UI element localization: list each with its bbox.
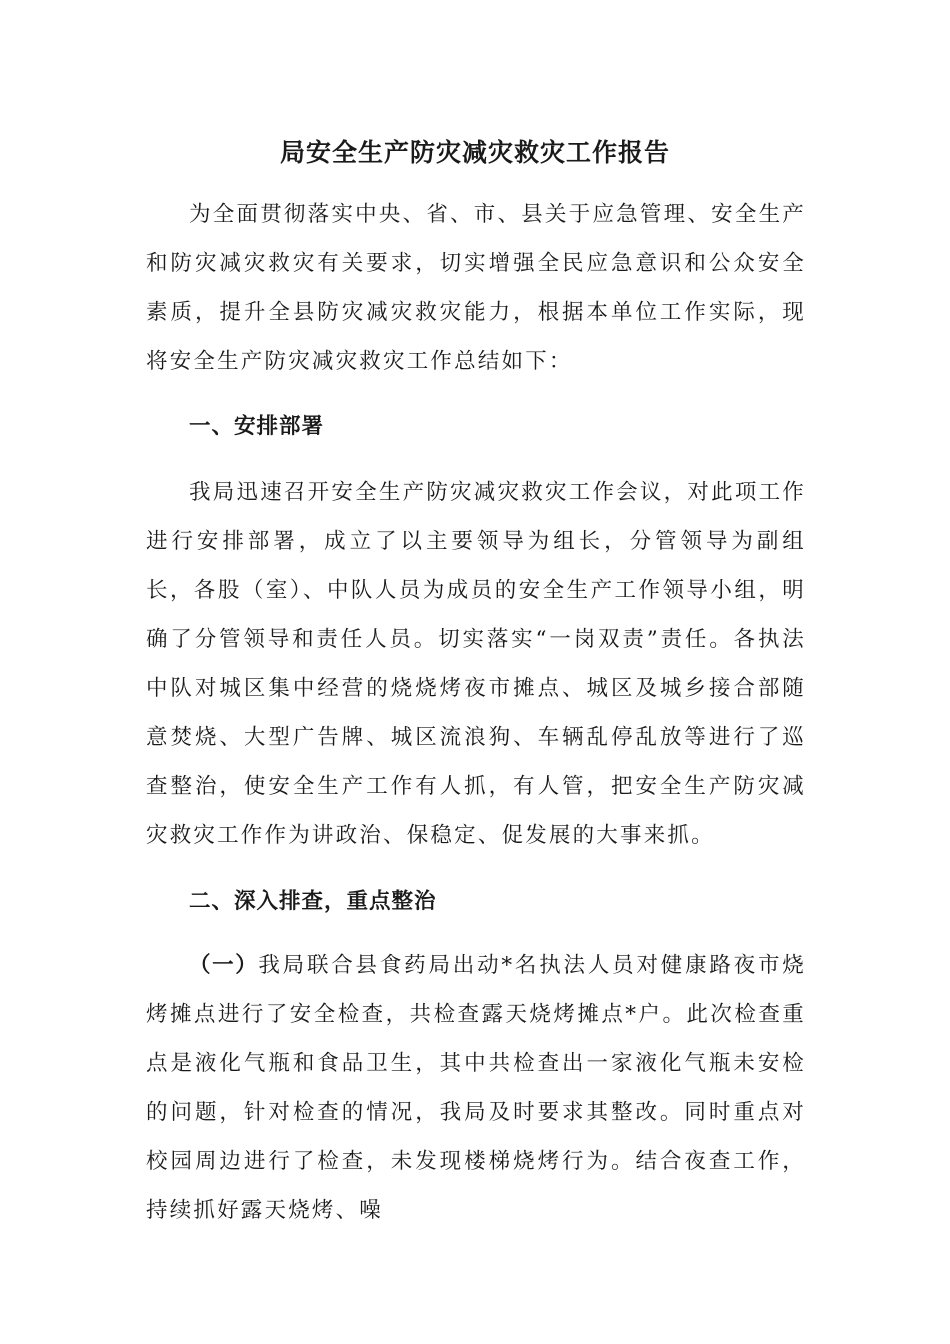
subsection-label: （一） (189, 953, 259, 978)
section-heading-arrangement: 一、安排部署 (189, 414, 325, 439)
section-paragraph-inspection (146, 941, 806, 1235)
section-heading-inspection: 二、深入排查，重点整治 (189, 889, 437, 914)
document-title: 局安全生产防灾减灾救灾工作报告 (279, 138, 670, 167)
intro-paragraph: 为全面贯彻落实中央、省、市、县关于应急管理、安全生产和防灾减灾救灾有关要求，切实增强全民应急意识和公众安全素质，提升全县防灾减灾救灾能力，根据本单位工作实际，现将安全生产防灾减灾救灾工作总结如下： (146, 202, 806, 374)
subsection-text: 我局联合县食药局出动*名执法人员对健康路夜市烧烤摊点进行了安全检查，共检查露天烧烤摊点*户。此次检查重点是液化气瓶和食品卫生，其中共检查出一家液化气瓶未安检的问题，针对检查的情况，我局及时要求其整改。同时重点对校园周边进行了检查，未发现楼梯烧烤行为。结合夜查工作，持续抓好露天烧烤、噪 (146, 953, 806, 1223)
section-paragraph-arrangement: 我局迅速召开安全生产防灾减灾救灾工作会议，对此项工作进行安排部署，成立了以主要领导为组长，分管领导为副组长，各股（室）、中队人员为成员的安全生产工作领导小组，明确了分管领导和责任人员。切实落实“一岗双责”责任。各执法中队对城区集中经营的烧烧烤夜市摊点、城区及城乡接合部随意焚烧、大型广告牌、城区流浪狗、车辆乱停乱放等进行了巡查整治，使安全生产工作有人抓，有人管，把安全生产防灾减灾救灾工作作为讲政治、保稳定、促发展的大事来抓。 (146, 480, 806, 848)
